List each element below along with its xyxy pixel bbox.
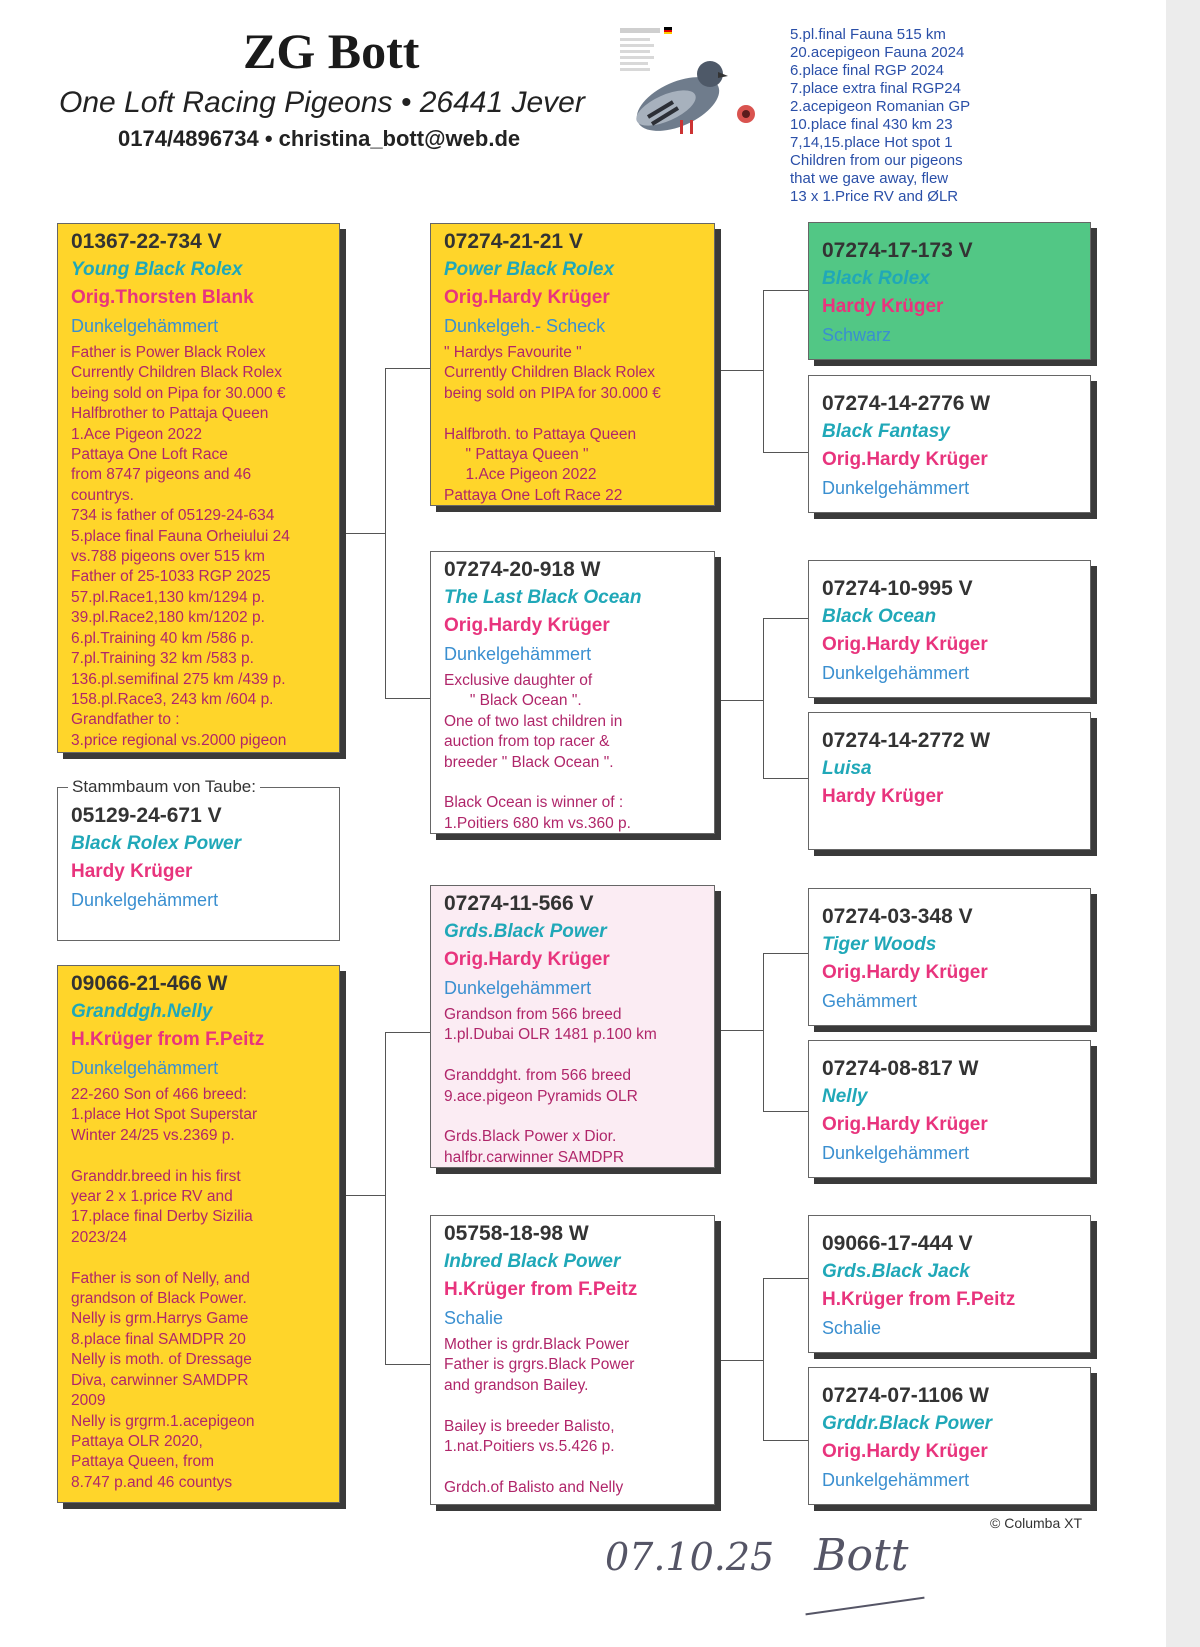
contact-info: 0174/4896734 • christina_bott@web.de — [118, 126, 521, 151]
ggp-ffm-card — [808, 375, 1091, 513]
result-item: 13 x 1.Price RV and ØLR — [790, 188, 959, 205]
result-item: that we gave away, flew — [790, 170, 949, 187]
sire-dam-card — [430, 551, 715, 834]
result-item: 10.place final 430 km 23 — [790, 116, 953, 133]
connector-line — [385, 1032, 430, 1033]
breeder: Orig.Hardy Krüger — [444, 949, 610, 970]
connector-line — [385, 368, 386, 698]
pigeon-name: Nelly — [822, 1086, 868, 1107]
plumage-color: Dunkelgehämmert — [444, 644, 592, 664]
breeder: Orig.Hardy Krüger — [822, 1114, 988, 1135]
connector-line — [720, 700, 763, 701]
ggp-fmf-card — [808, 560, 1091, 698]
breeder: Hardy Krüger — [822, 786, 944, 807]
breeder: Orig.Thorsten Blank — [71, 287, 254, 308]
ring-number: 07274-08-817 W — [822, 1057, 979, 1080]
connector-line — [335, 533, 385, 534]
ggp-fmm-card — [808, 712, 1091, 850]
connector-line — [385, 1364, 430, 1365]
pigeon-notes: Exclusive daughter of " Black Ocean ". One of two last children in auction from top racer & breeder " Black Ocean ". Black Ocean is winner of : 1.Poitiers 680 km vs.360 p. — [444, 672, 631, 832]
connector-line — [763, 1440, 808, 1441]
connector-line — [763, 1111, 808, 1112]
breeder: Orig.Hardy Krüger — [444, 615, 610, 636]
pigeon-notes: Father is Power Black Rolex Currently Children Black Rolex being sold on Pipa for 30.000 € Halfbrother to Pattaja Queen 1.Ace Pigeon 2022 Pattaya One Loft Race from 8747 pigeons and 46 countrys. 734 is father of 05129-24-634 5.place final Fauna Orheiului 24 vs.788 pigeons over 515 km Father of 25-1033 RGP 2025 57.pl.Race1,130 km/1294 p. 39.pl.Race2,180 km/1202 p. 6.pl.Training 40 km /586 p. 7.pl.Training 32 km /583 p. 136.pl.semifinal 275 km /439 p. 158.pl.Race3, 243 km /604 p. Grandfather to : 3.price regional vs.2000 pigeon — [71, 344, 290, 749]
signature-name: Bott — [814, 1530, 909, 1581]
ggp-mff-card — [808, 888, 1091, 1026]
signature-underline — [805, 1597, 924, 1616]
result-item: 7.place extra final RGP24 — [790, 80, 961, 97]
plumage-color: Schalie — [444, 1308, 504, 1328]
plumage-color: Dunkelgehämmert — [822, 663, 970, 683]
breeder: Hardy Krüger — [822, 296, 944, 317]
plumage-color: Schalie — [822, 1318, 882, 1338]
breeder: H.Krüger from F.Peitz — [444, 1279, 638, 1300]
connector-line — [385, 1032, 386, 1364]
result-item: 5.pl.final Fauna 515 km — [790, 26, 946, 43]
breeder: H.Krüger from F.Peitz — [71, 1029, 265, 1050]
scanner-edge — [1166, 0, 1200, 1647]
racing-results-list — [790, 26, 970, 206]
plumage-color: Gehämmert — [822, 991, 918, 1011]
ring-number: 09066-21-466 W — [71, 972, 228, 995]
connector-line — [763, 290, 808, 291]
pigeon-notes: Mother is grdr.Black Power Father is grgrs.Black Power and grandson Bailey. Bailey is breeder Balisto, 1.nat.Poitiers vs.5.426 p. Grdch.of Balisto and Nelly — [444, 1336, 635, 1496]
pigeon-notes: " Hardys Favourite " Currently Children Black Rolex being sold on PIPA for 30.000 € Halfbroth. to Pattaya Queen " Pattaya Queen " 1.Ace Pigeon 2022 Pattaya One Loft Race 22 — [444, 344, 661, 504]
signature-date: 07.10.25 — [605, 1535, 775, 1579]
ggp-mmf-card — [808, 1215, 1091, 1353]
ggp-mmm-card — [808, 1367, 1091, 1505]
connector-line — [763, 452, 808, 453]
pigeon-name: Young Black Rolex — [71, 259, 243, 280]
pigeon-name: Inbred Black Power — [444, 1251, 621, 1272]
connector-line — [720, 1030, 763, 1031]
ring-number: 07274-21-21 V — [444, 230, 583, 253]
connector-line — [763, 1278, 808, 1279]
plumage-color: Dunkelgehämmert — [444, 978, 592, 998]
ring-number: 07274-03-348 V — [822, 905, 973, 928]
plumage-color: Dunkelgehämmert — [822, 478, 970, 498]
ggp-mfm-card — [808, 1040, 1091, 1178]
pigeon-name: Grds.Black Jack — [822, 1261, 970, 1282]
page-subtitle: One Loft Racing Pigeons • 26441 Jever — [59, 86, 585, 119]
connector-line — [763, 953, 764, 1111]
pigeon-name: Granddgh.Nelly — [71, 1001, 213, 1022]
pigeon-name: Grddr.Black Power — [822, 1413, 993, 1434]
subject-label: Stammbaum von Taube: — [68, 777, 260, 797]
pigeon-notes: 22-260 Son of 466 breed: 1.place Hot Spot Superstar Winter 24/25 vs.2369 p. Granddr.breed in his first year 2 x 1.price RV and 17.place final Derby Sizilia 2023/24 Father is son of Nelly, and grandson of Black Power. Nelly is grm.Harrys Game 8.place final SAMDPR 20 Nelly is moth. of Dressage Diva, carwinner SAMDPR 2009 Nelly is grgrm.1.acepigeon Pattaya OLR 2020, Pattaya Queen, from 8.747 p.and 46 countys — [71, 1086, 258, 1491]
plumage-color: Dunkelgehämmert — [71, 1058, 219, 1078]
copyright: © Columba XT — [990, 1515, 1083, 1531]
sire-sire-card — [430, 223, 715, 506]
ring-number: 07274-10-995 V — [822, 577, 973, 600]
breeder: H.Krüger from F.Peitz — [822, 1289, 1016, 1310]
pigeon-name: Tiger Woods — [822, 934, 937, 955]
ring-number: 07274-07-1106 W — [822, 1384, 989, 1407]
breeder: Hardy Krüger — [71, 861, 193, 882]
connector-line — [335, 1195, 385, 1196]
plumage-color: Dunkelgehämmert — [71, 890, 219, 910]
ring-number: 05129-24-671 V — [71, 804, 222, 827]
breeder: Orig.Hardy Krüger — [444, 287, 610, 308]
ggp-fff-card — [808, 222, 1091, 360]
plumage-color: Schwarz — [822, 325, 892, 345]
dam-sire-card — [430, 885, 715, 1168]
pigeon-name: Black Rolex — [822, 268, 930, 289]
plumage-color: Dunkelgehämmert — [822, 1143, 970, 1163]
father-card — [57, 223, 340, 753]
plumage-color: Dunkelgeh.- Scheck — [444, 316, 606, 336]
ring-number: 09066-17-444 V — [822, 1232, 973, 1255]
pigeon-name: Black Ocean — [822, 606, 937, 627]
handwritten-signature — [605, 1530, 908, 1581]
dam-dam-card — [430, 1215, 715, 1505]
result-item: Children from our pigeons — [790, 152, 963, 169]
ring-number: 05758-18-98 W — [444, 1222, 589, 1245]
pigeon-notes: Grandson from 566 breed 1.pl.Dubai OLR 1481 p.100 km Granddght. from 566 breed 9.ace.pigeon Pyramids OLR Grds.Black Power x Dior. halfbr.carwinner SAMDPR — [444, 1006, 657, 1166]
connector-line — [720, 1360, 763, 1361]
pigeon-name: Luisa — [822, 758, 872, 779]
pigeon-name: Black Fantasy — [822, 421, 950, 442]
mother-card — [57, 965, 340, 1503]
ring-number: 07274-11-566 V — [444, 892, 594, 915]
breeder: Orig.Hardy Krüger — [822, 1441, 988, 1462]
connector-line — [763, 618, 764, 778]
ring-number: 07274-17-173 V — [822, 239, 973, 262]
ring-number: 07274-20-918 W — [444, 558, 601, 581]
subject-card — [57, 787, 340, 941]
ring-number: 07274-14-2776 W — [822, 392, 991, 415]
connector-line — [763, 1278, 764, 1440]
pigeon-photo — [618, 22, 756, 160]
connector-line — [385, 698, 430, 699]
pigeon-name: Grds.Black Power — [444, 921, 607, 942]
breeder: Orig.Hardy Krüger — [822, 449, 988, 470]
pigeon-name: Black Rolex Power — [71, 833, 242, 854]
connector-line — [763, 618, 808, 619]
pigeon-name: The Last Black Ocean — [444, 587, 642, 608]
result-item: 20.acepigeon Fauna 2024 — [790, 44, 965, 61]
plumage-color: Dunkelgehämmert — [822, 1470, 970, 1490]
connector-line — [385, 368, 430, 369]
result-item: 2.acepigeon Romanian GP — [790, 98, 971, 115]
pigeon-name: Power Black Rolex — [444, 259, 615, 280]
plumage-color: Dunkelgehämmert — [71, 316, 219, 336]
breeder: Orig.Hardy Krüger — [822, 634, 988, 655]
connector-line — [763, 778, 808, 779]
connector-line — [720, 370, 763, 371]
breeder: Orig.Hardy Krüger — [822, 962, 988, 983]
connector-line — [763, 953, 808, 954]
ring-number: 07274-14-2772 W — [822, 729, 991, 752]
ring-number: 01367-22-734 V — [71, 230, 222, 253]
connector-line — [763, 290, 764, 452]
result-item: 6.place final RGP 2024 — [790, 62, 944, 79]
result-item: 7,14,15.place Hot spot 1 — [790, 134, 953, 151]
page-title: ZG Bott — [243, 23, 420, 79]
